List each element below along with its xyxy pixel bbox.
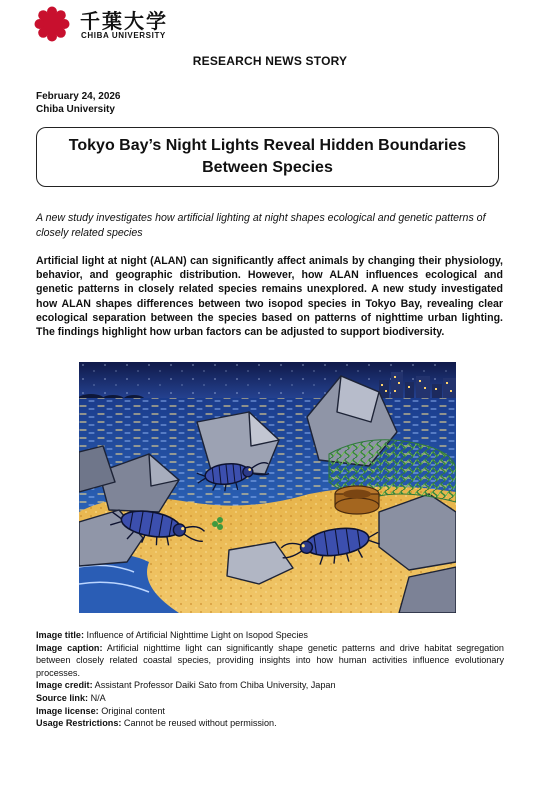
image-info (36, 629, 504, 730)
logo-english-wordmark: CHIBA UNIVERSITY (81, 31, 166, 40)
bucket-icon (335, 486, 379, 514)
image-caption-label: Image caption: (36, 642, 103, 653)
lead-paragraph: Artificial light at night (ALAN) can significantly affect animals by changing their physiology, behavior, and geographic distribution. However, how ALAN influences ecological and genetic patterns in closely related species remains unexplored. A new study investigated how ALAN shapes differences between two isopod species in Tokyo Bay, revealing clear ecological separation between the species based on patterns of nighttime urban lighting. The findings highlight how urban factors can be adjusted to support biodiversity. (36, 255, 503, 339)
image-caption-line (36, 642, 504, 680)
image-credit-label: Image credit: (36, 680, 93, 691)
title-box (36, 127, 499, 187)
image-title-line (36, 629, 504, 642)
logo-japanese-wordmark: 千葉大学 (80, 9, 168, 33)
university-seal-icon (34, 6, 70, 42)
isopod-illustration (79, 362, 456, 613)
image-credit-line (36, 679, 504, 692)
chiba-university-logo (34, 6, 184, 42)
image-license-label: Image license: (36, 705, 99, 716)
page-title: Tokyo Bay’s Night Lights Reveal Hidden Boundaries Between Species (68, 137, 467, 176)
article-subtitle: A new study investigates how artificial lighting at night shapes ecological and genetic patterns of closely related species (36, 212, 486, 239)
image-caption-value: Artificial nighttime light can significantly shape genetic patterns and drive habitat segregation between closely related coastal species, providing insights into how human activities influence evolutionary processes. (36, 642, 504, 678)
image-license-value: Original content (98, 705, 165, 716)
usage-restrictions-label: Usage Restrictions: (36, 718, 122, 729)
section-kicker: RESEARCH NEWS STORY (192, 54, 348, 68)
image-credit-value: Assistant Professor Daiki Sato from Chiba University, Japan (92, 680, 336, 691)
source-link-value: N/A (88, 692, 106, 703)
source-link-label: Source link: (36, 692, 89, 703)
image-title-label: Image title: (36, 630, 85, 640)
usage-restrictions-value: Cannot be reused without permission. (121, 718, 277, 729)
image-license-line (36, 705, 504, 718)
publication-date: February 24, 2026 (36, 91, 121, 102)
source-link-line (36, 692, 504, 705)
usage-restrictions-line (36, 717, 504, 730)
institution-name: Chiba University (36, 104, 115, 115)
image-title-value: Influence of Artificial Nighttime Light on Isopod Species (84, 630, 308, 640)
